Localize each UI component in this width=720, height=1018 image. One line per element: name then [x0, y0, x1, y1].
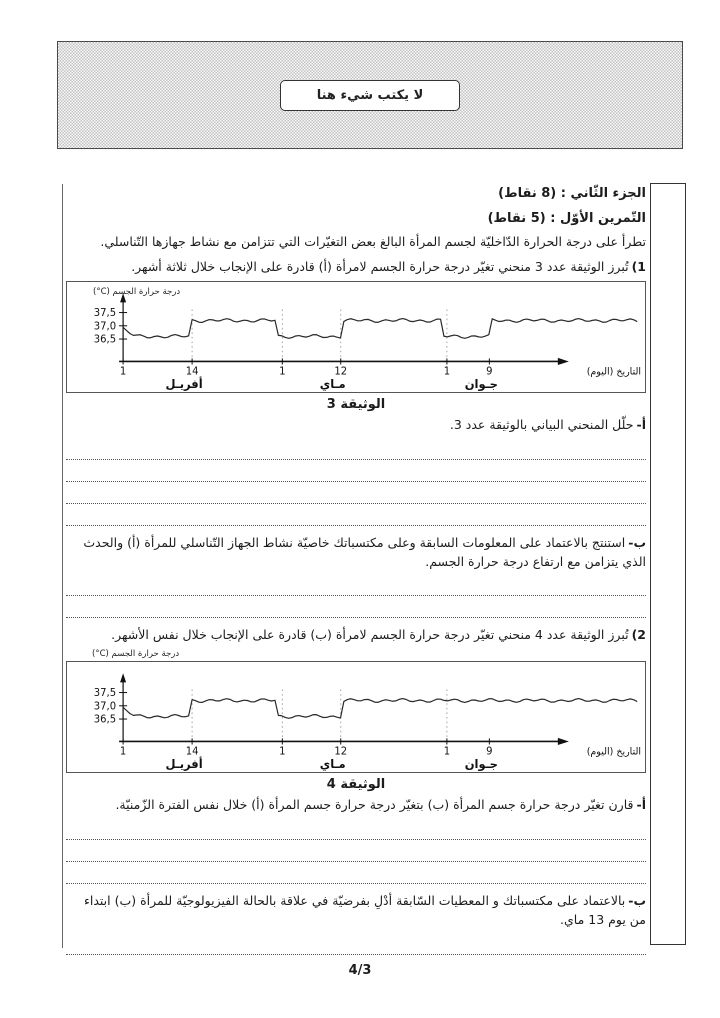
svg-text:37,0: 37,0	[93, 701, 117, 713]
svg-text:1: 1	[443, 746, 451, 758]
answer-dotted-line	[66, 482, 646, 504]
answer-lines-2b	[66, 933, 646, 955]
svg-text:1: 1	[443, 366, 451, 378]
chart-doc4	[66, 661, 646, 773]
answer-dotted-line	[66, 818, 646, 840]
answer-dotted-line	[66, 862, 646, 884]
question-2-marker: 2)	[631, 627, 646, 643]
svg-text:1: 1	[119, 746, 127, 758]
question-1	[66, 258, 646, 277]
svg-text:9: 9	[486, 746, 493, 758]
do-not-write-notice: لا يكتب شيء هنا	[280, 80, 461, 111]
question-1b-text: استنتج بالاعتماد على المعلومات السابقة وعلى مكتسباتك خاصيّة نشاط الجهاز التّناسلي للمرأة (أ) والحدث الذي يتزامن مع ارتفاع درجة حرارة الجسم.	[83, 534, 646, 569]
question-2a-text: قارن تغيّر درجة حرارة جسم المرأة (ب) بتغيّر درجة حرارة جسم المرأة (أ) خلال نفس الفترة الزّمنيّة.	[115, 797, 634, 813]
svg-text:12: 12	[334, 366, 348, 378]
chart-doc3-caption: الوثيقة 3	[326, 396, 386, 412]
answer-dotted-line	[66, 574, 646, 596]
answer-lines-1a	[66, 438, 646, 526]
question-2a	[66, 796, 646, 815]
chart-doc4-ylabel: درجة حرارة الجسم (C°)	[92, 649, 180, 659]
exercise-title: التّمرين الأوّل : (5 نقاط)	[487, 210, 646, 226]
intro-text: تطرأ على درجة الحرارة الدّاخليّة لجسم المرأة البالغ بعض التغيّرات التي تتزامن مع نشاط جهازها التّناسلي.	[100, 234, 646, 249]
page-number: 4/3	[348, 963, 372, 978]
question-2b-marker: ب-	[628, 893, 646, 908]
content-column	[66, 184, 646, 963]
answer-dotted-line	[66, 460, 646, 482]
question-2b-text: بالاعتماد على مكتسباتك و المعطيات السّابقة أدْلِ بفرضيّة في علاقة بالحالة الفيزيولوجيّة للمرأة (ب) ابتداء من يوم 13 ماي.	[84, 893, 646, 927]
grading-margin-box	[650, 183, 686, 945]
svg-text:مـاي: مـاي	[319, 756, 346, 771]
question-1b-marker: ب-	[628, 534, 646, 550]
svg-text:التاريخ (اليوم): التاريخ (اليوم)	[586, 746, 641, 758]
chart-doc3-ylabel: درجة حرارة الجسم (C°)	[93, 286, 181, 297]
svg-text:37,0: 37,0	[93, 320, 117, 332]
chart-doc4-svg	[67, 662, 645, 772]
svg-text:14: 14	[185, 746, 199, 758]
answer-dotted-line	[66, 933, 646, 955]
svg-text:مـاي: مـاي	[319, 376, 346, 391]
question-1a	[66, 416, 646, 435]
question-1b	[66, 534, 646, 572]
part-title: الجزء الثّاني : (8 نقاط)	[498, 186, 646, 201]
question-1-marker: 1)	[631, 258, 646, 274]
svg-text:36,5: 36,5	[93, 714, 117, 726]
question-2b	[66, 892, 646, 930]
answer-lines-2a	[66, 818, 646, 884]
question-2	[66, 626, 646, 645]
svg-text:جـوان: جـوان	[464, 756, 498, 771]
question-2-text: تُبرز الوثيقة عدد 4 منحني تغيّر درجة حرارة الجسم لامرأة (ب) قادرة على الإنجاب خلال نفس الأشهر.	[111, 627, 629, 643]
question-1-text: تُبرز الوثيقة عدد 3 منحني تغيّر درجة حرارة الجسم لامرأة (أ) قادرة على الإنجاب خلال ثلاثة أشهر.	[131, 258, 629, 274]
svg-text:التاريخ (اليوم): التاريخ (اليوم)	[586, 366, 641, 378]
svg-text:14: 14	[185, 366, 199, 378]
chart-doc3	[66, 281, 646, 393]
svg-text:12: 12	[334, 746, 348, 758]
left-margin-rule	[62, 184, 63, 948]
answer-lines-1b	[66, 574, 646, 618]
chart-doc4-caption: الوثيقة 4	[326, 776, 386, 792]
svg-text:أفريـل: أفريـل	[165, 756, 203, 771]
svg-text:جـوان: جـوان	[464, 376, 498, 391]
svg-text:1: 1	[279, 366, 286, 378]
header-hatch-block	[57, 41, 683, 149]
answer-dotted-line	[66, 840, 646, 862]
answer-dotted-line	[66, 596, 646, 618]
svg-text:أفريـل: أفريـل	[165, 376, 203, 391]
question-2a-marker: أ-	[636, 797, 646, 813]
svg-text:1: 1	[119, 366, 127, 378]
svg-text:1: 1	[279, 746, 286, 758]
answer-dotted-line	[66, 504, 646, 526]
answer-dotted-line	[66, 438, 646, 460]
question-1a-text: حلّل المنحني البياني بالوثيقة عدد 3.	[449, 417, 634, 432]
svg-text:9: 9	[486, 366, 493, 378]
question-1a-marker: أ-	[636, 417, 646, 432]
svg-text:37,5: 37,5	[93, 687, 117, 699]
svg-text:37,5: 37,5	[93, 307, 117, 319]
svg-text:36,5: 36,5	[93, 334, 117, 346]
